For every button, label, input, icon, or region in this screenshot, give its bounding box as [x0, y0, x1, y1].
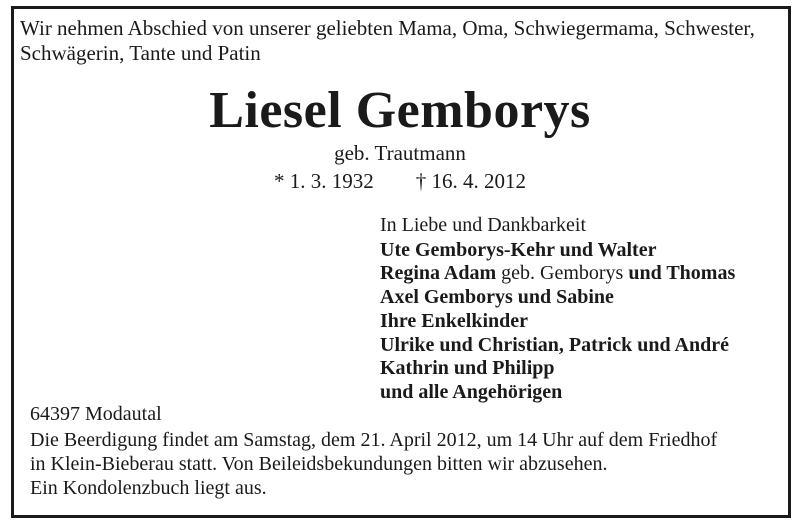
deceased-name: Liesel Gemborys — [209, 82, 591, 139]
mourner-line: Regina Adam geb. Gemborys und Thomas — [380, 262, 736, 285]
mourners-intro: In Liebe und Dankbarkeit — [380, 214, 587, 236]
intro-text: Wir nehmen Abschied von unserer geliebten Mama, Oma, Schwiegermama, Schwester, Schwägerin, Tante und Patin — [20, 16, 755, 65]
life-dates — [0, 168, 800, 194]
birth-date: * 1. 3. 1932 — [274, 169, 374, 193]
birth-name: geb. Trautmann — [334, 141, 466, 165]
funeral-line: in Klein-Bieberau statt. Von Beileidsbekundungen bitten wir abzusehen. — [30, 453, 608, 475]
mourner-line: und alle Angehörigen — [380, 380, 563, 403]
mourner-line: Ute Gemborys-Kehr und Walter — [380, 238, 657, 261]
place-of-residence: 64397 Modautal — [30, 403, 162, 425]
funeral-line: Ein Kondolenzbuch liegt aus. — [30, 477, 267, 499]
death-date: † 16. 4. 2012 — [415, 169, 526, 193]
mourner-line: Ulrike und Christian, Patrick und André — [380, 333, 729, 356]
mourner-line: Kathrin und Philipp — [380, 357, 555, 380]
funeral-details — [30, 428, 790, 500]
mourners-block — [380, 214, 790, 405]
funeral-line: Die Beerdigung findet am Samstag, dem 21. April 2012, um 14 Uhr auf dem Friedhof — [30, 429, 718, 451]
mourner-line: Ihre Enkelkinder — [380, 309, 528, 332]
mourner-line: Axel Gemborys und Sabine — [380, 286, 614, 309]
